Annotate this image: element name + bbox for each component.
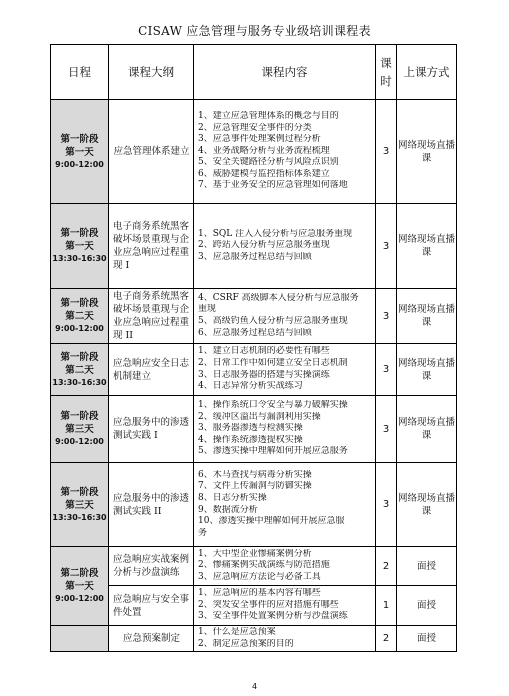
course-outline: 应急管理体系建立 [109,100,194,204]
course-hours: 3 [376,463,397,547]
course-method: 面授 [397,586,457,626]
course-content: 1、应急响应的基本内容有哪些 2、突发安全事件的应对措施有哪些 3、安全事件处置案例分析与沙盘演练 [194,586,376,626]
course-content: 1、建立日志机制的必要性有哪些 2、日常工作中如何建立安全日志机制 3、日志服务器的搭建与实操演练 4、日志异常分析实战练习 [194,344,376,396]
header-hours: 课 时 [376,45,397,100]
course-content: 1、建立应急管理体系的概念与目的 2、应急管理安全事件的分类 3、应急事件处理案例过程分析 4、业务战略分析与业务流程梳理 5、安全关键路径分析与风险点识别 6、威胁建模与监控指标体系建立 7、基于业务安全的应急管理如何落地 [194,100,376,204]
course-content: 1、操作系统口令安全与暴力破解实操 2、缓冲区溢出与漏洞利用实操 3、服务器渗透与检测实操 4、操作系统渗透提权实操 5、渗透实操中理解如何开展应急服务 [194,396,376,463]
table-row [51,204,457,289]
header-content: 课程内容 [194,45,376,100]
course-hours: 3 [376,204,397,289]
course-outline: 电子商务系统黑客破坏场景重现与企业应急响应过程重现 I [109,204,194,289]
table-row [51,289,457,344]
table-row [51,100,457,204]
course-method: 面授 [397,626,457,652]
schedule-day-cell: 第一阶段 第二天 13:30-16:30 [51,344,109,396]
course-method: 网络现场直播课 [397,463,457,547]
schedule-table [50,44,457,652]
course-method: 网络现场直播课 [397,289,457,344]
header-outline: 课程大纲 [109,45,194,100]
course-content: 1、大中型企业惨痛案例分析 2、惨痛案例实战演练与防范措施 3、应急响应方法论与必备工具 [194,547,376,586]
course-method: 网络现场直播课 [397,100,457,204]
schedule-day-cell: 第一阶段 第二天 9:00-12:00 [51,289,109,344]
course-content: 4、CSRF 高级脚本入侵分析与应急服务 重现 5、高级钓鱼入侵分析与应急服务重现 6、应急服务过程总结与回顾 [194,289,376,344]
course-method: 网络现场直播课 [397,344,457,396]
course-outline: 电子商务系统黑客破坏场景重现与企业应急响应过程重现 II [109,289,194,344]
header-method: 上课方式 [397,45,457,100]
course-outline: 应急响应安全日志机制建立 [109,344,194,396]
course-method: 网络现场直播课 [397,396,457,463]
course-hours: 1 [376,586,397,626]
schedule-day-cell: 第一阶段 第一天 9:00-12:00 [51,100,109,204]
schedule-day-cell: 第二阶段 第一天 9:00-12:00 [51,547,109,626]
course-outline: 应急服务中的渗透测试实践 II [109,463,194,547]
course-hours: 2 [376,626,397,652]
course-outline: 应急预案制定 [109,626,194,652]
document-title: CISAW 应急管理与服务专业级培训课程表 [138,24,371,38]
course-outline: 应急响应实战案例分析与沙盘演练 [109,547,194,586]
schedule-day-cell: 第一阶段 第三天 13:30-16:30 [51,463,109,547]
header-row [51,45,457,100]
course-content: 1、什么是应急预案 2、制定应急预案的目的 [194,626,376,652]
schedule-day-cell [51,626,109,652]
schedule-day-cell: 第一阶段 第三天 9:00-12:00 [51,396,109,463]
course-outline: 应急响应与安全事件处置 [109,586,194,626]
course-content: 6、木马查找与病毒分析实操 7、文件上传漏洞与防御实操 8、日志分析实操 9、数据流分析 10、渗透实操中理解如何开展应急服 务 [194,463,376,547]
table-row [51,586,457,626]
course-content: 1、SQL 注入入侵分析与应急服务重现 2、跨站入侵分析与应急服务重现 3、应急服务过程总结与回顾 [194,204,376,289]
header-date: 日程 [51,45,109,100]
table-row [51,463,457,547]
table-row [51,626,457,652]
course-outline: 应急服务中的渗透测试实践 I [109,396,194,463]
course-method: 面授 [397,547,457,586]
course-hours: 3 [376,396,397,463]
course-hours: 3 [376,100,397,204]
page-number: 4 [251,682,258,691]
course-hours: 2 [376,547,397,586]
course-hours: 3 [376,289,397,344]
course-method: 网络现场直播课 [397,204,457,289]
course-hours: 3 [376,344,397,396]
table-row [51,344,457,396]
table-row [51,396,457,463]
schedule-day-cell: 第一阶段 第一天 13:30-16:30 [51,204,109,289]
table-row [51,547,457,586]
